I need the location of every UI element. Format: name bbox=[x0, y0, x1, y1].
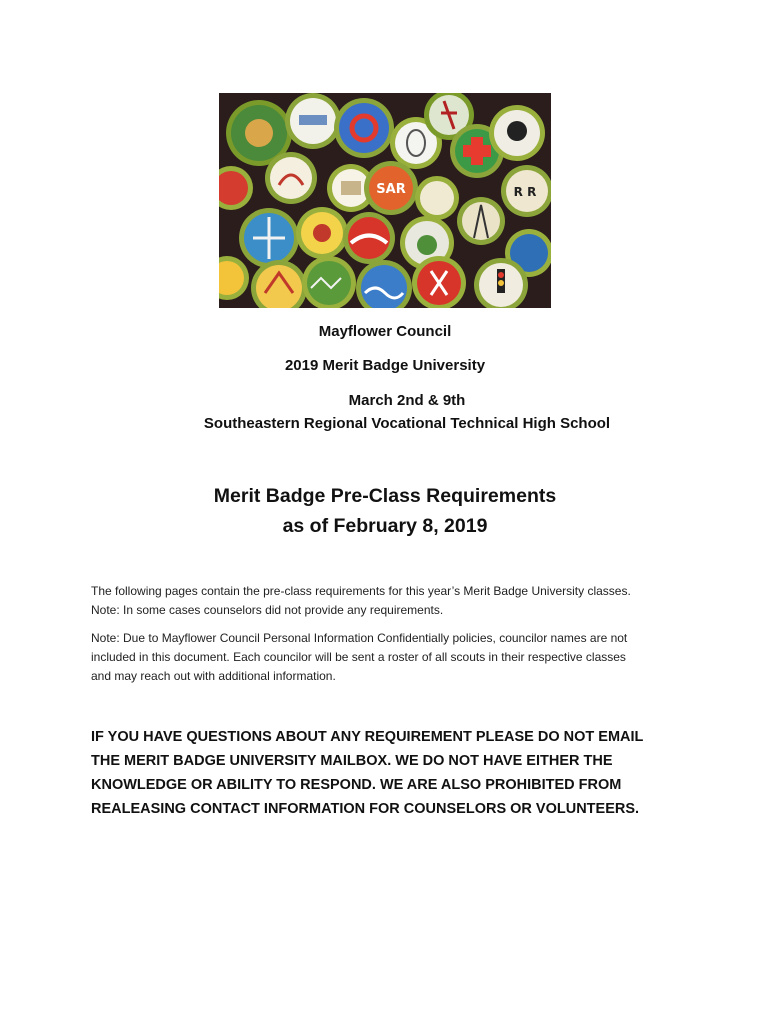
warning-notice bbox=[91, 725, 691, 821]
badge-12 bbox=[415, 176, 459, 220]
badge-24 bbox=[412, 256, 466, 308]
badge-sar bbox=[364, 161, 418, 215]
badge-18 bbox=[457, 197, 505, 245]
badge-rr bbox=[501, 165, 551, 217]
event-venue: Southeastern Regional Vocational Technical High School bbox=[203, 415, 611, 432]
badge-7 bbox=[489, 105, 545, 161]
document-title-line2: as of February 8, 2019 bbox=[282, 515, 488, 537]
badge-2 bbox=[285, 93, 341, 149]
organization-name: Mayflower Council bbox=[318, 323, 452, 340]
badges-illustration bbox=[219, 93, 551, 308]
note-line-2: included in this document. Each councilor will be sent a roster of all scouts in their respective classes bbox=[91, 650, 626, 664]
intro-line-1: The following pages contain the pre-class requirements for this year’s Merit Badge University classes. bbox=[91, 584, 631, 598]
badge-22 bbox=[302, 256, 356, 308]
badge-3 bbox=[334, 98, 394, 158]
note-line-1: Note: Due to Mayflower Council Personal Information Confidentially policies, councilor names are not bbox=[91, 631, 628, 645]
intro-paragraph bbox=[91, 582, 681, 620]
event-dates: March 2nd & 9th bbox=[348, 392, 466, 409]
confidentiality-note bbox=[91, 629, 681, 686]
intro-line-2: Note: In some cases counselors did not provide any requirements. bbox=[91, 603, 444, 617]
badge-14 bbox=[239, 208, 299, 268]
warning-line-3: KNOWLEDGE OR ABILITY TO RESPOND. WE ARE ALSO PROHIBITED FROM bbox=[91, 777, 622, 793]
warning-line-1: IF YOU HAVE QUESTIONS ABOUT ANY REQUIREMENT PLEASE DO NOT EMAIL bbox=[91, 729, 644, 745]
sar-label: SAR bbox=[376, 182, 406, 197]
merit-badges-photo bbox=[219, 93, 551, 308]
note-line-3: and may reach out with additional information. bbox=[91, 669, 336, 683]
warning-line-2: THE MERIT BADGE UNIVERSITY MAILBOX. WE DO NOT HAVE EITHER THE bbox=[91, 753, 613, 769]
badge-9 bbox=[265, 152, 317, 204]
warning-line-4: REALEASING CONTACT INFORMATION FOR COUNSELORS OR VOLUNTEERS. bbox=[91, 801, 640, 817]
badge-16 bbox=[343, 212, 395, 264]
rr-label: R R bbox=[513, 185, 537, 199]
event-name: 2019 Merit Badge University bbox=[284, 357, 486, 374]
badge-15 bbox=[296, 207, 348, 259]
document-title-line1: Merit Badge Pre-Class Requirements bbox=[213, 485, 557, 507]
